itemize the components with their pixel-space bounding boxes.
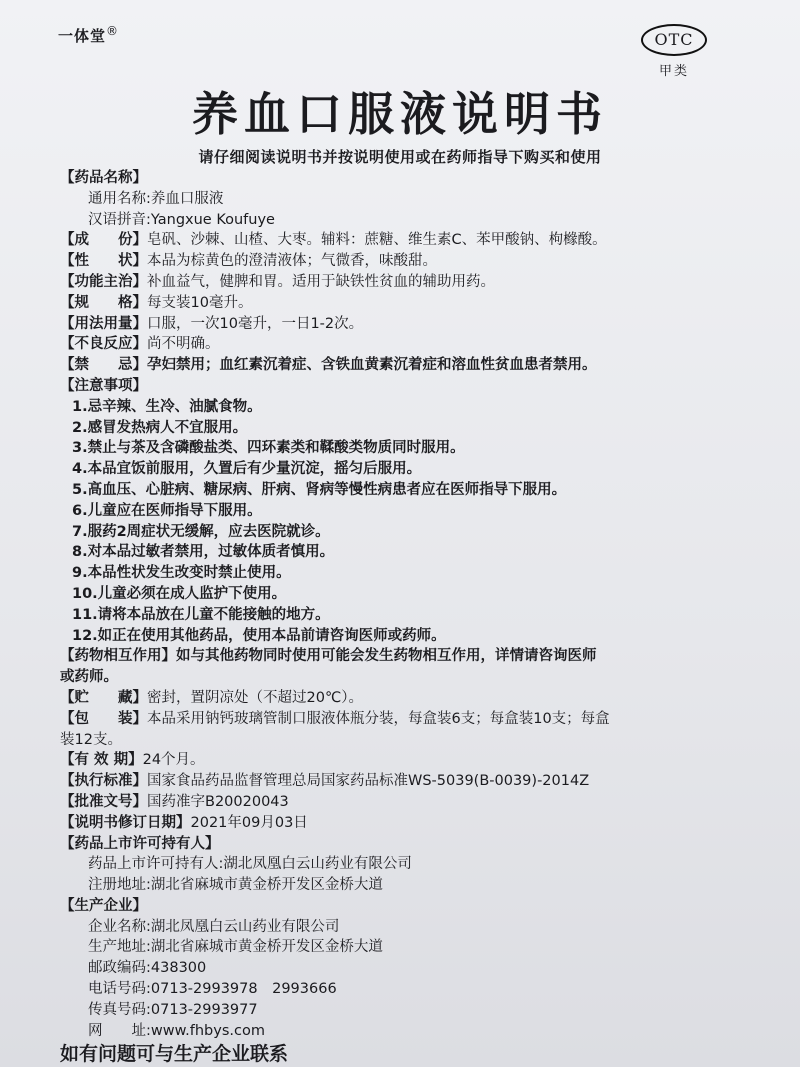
precaution-item: 10.儿童必须在成人监护下使用。 xyxy=(72,585,287,602)
precaution-item: 6.儿童应在医师指导下服用。 xyxy=(72,502,262,519)
mah-address-row: 注册地址:湖北省麻城市黄金桥开发区金桥大道 xyxy=(88,877,383,894)
manufacturer-phone-row: 电话号码:0713-2993978 2993666 xyxy=(88,981,337,998)
mah-holder-row: 药品上市许可持有人:湖北凤凰白云山药业有限公司 xyxy=(88,856,412,873)
section-specification: 【规 格】每支装10毫升。 xyxy=(60,294,253,311)
manufacturer-postcode-row: 邮政编码:438300 xyxy=(88,960,207,977)
interactions-continued: 或药师。 xyxy=(60,669,118,686)
section-package: 【包 装】本品采用钠钙玻璃管制口服液体瓶分装，每盒装6支；每盒装10支；每盒 xyxy=(60,710,610,727)
precaution-item: 12.如正在使用其他药品，使用本品前请咨询医师或药师。 xyxy=(72,627,446,644)
otc-class: 甲类 xyxy=(658,64,689,79)
section-revision-date: 【说明书修订日期】2021年09月03日 xyxy=(60,814,308,831)
section-standard: 【执行标准】国家食品药品监督管理总局国家药品标准WS-5039(B-0039)-2014Z xyxy=(60,773,590,790)
otc-mark: OTC xyxy=(641,24,707,56)
contact-footer: 如有问题可与生产企业联系 xyxy=(60,1043,289,1066)
precaution-item: 11.请将本品放在儿童不能接触的地方。 xyxy=(72,606,330,623)
manufacturer-address-row: 生产地址:湖北省麻城市黄金桥开发区金桥大道 xyxy=(88,939,383,956)
package-continued: 装12支。 xyxy=(60,731,122,748)
section-interactions: 【药物相互作用】如与其他药物同时使用可能会发生药物相互作用，详情请咨询医师 xyxy=(60,648,597,665)
leaflet-content xyxy=(60,168,750,1067)
section-precautions: 【注意事项】 xyxy=(60,377,147,394)
section-manufacturer: 【生产企业】 xyxy=(60,897,147,914)
otc-badge xyxy=(640,24,708,79)
section-appearance: 【性 状】本品为棕黄色的澄清液体；气微香，味酸甜。 xyxy=(60,253,437,270)
section-indications: 【功能主治】补血益气，健脾和胃。适用于缺铁性贫血的辅助用药。 xyxy=(60,273,495,290)
section-dosage: 【用法用量】口服，一次10毫升，一日1-2次。 xyxy=(60,315,364,332)
precaution-item: 4.本品宜饭前服用，久置后有少量沉淀，摇匀后服用。 xyxy=(72,461,422,478)
precaution-item: 7.服药2周症状无缓解，应去医院就诊。 xyxy=(72,523,330,540)
section-drug-name: 【药品名称】 xyxy=(60,170,147,186)
section-storage: 【贮 藏】密封，置阴凉处（不超过20℃）。 xyxy=(60,689,363,706)
section-contraindications: 【禁 忌】孕妇禁用；血红素沉着症、含铁血黄素沉着症和溶血性贫血患者禁用。 xyxy=(60,357,597,374)
section-adverse-reactions: 【不良反应】尚不明确。 xyxy=(60,336,220,353)
precaution-item: 9.本品性状发生改变时禁止使用。 xyxy=(72,565,291,582)
precaution-item: 5.高血压、心脏病、糖尿病、肝病、肾病等慢性病患者应在医师指导下服用。 xyxy=(72,481,567,498)
precaution-item: 3.禁止与茶及含磷酸盐类、四环素类和鞣酸类物质同时服用。 xyxy=(72,440,465,457)
manufacturer-name-row: 企业名称:湖北凤凰白云山药业有限公司 xyxy=(88,918,340,935)
pinyin-row: 汉语拼音:Yangxue Koufuye xyxy=(88,211,275,228)
precaution-item: 1.忌辛辣、生冷、油腻食物。 xyxy=(72,398,262,415)
section-mah: 【药品上市许可持有人】 xyxy=(60,835,220,852)
section-ingredients: 【成 份】皂矾、沙棘、山楂、大枣。辅料：蔗糖、维生素C、苯甲酸钠、枸橼酸。 xyxy=(60,232,607,249)
generic-name-row: 通用名称:养血口服液 xyxy=(88,190,224,207)
manufacturer-fax-row: 传真号码:0713-2993977 xyxy=(88,1001,258,1018)
precaution-item: 8.对本品过敏者禁用，过敏体质者慎用。 xyxy=(72,544,335,561)
brand-logo: 一体堂® xyxy=(58,24,120,45)
document-title: 养血口服液说明书 xyxy=(192,87,608,141)
section-approval-number: 【批准文号】国药准字B20020043 xyxy=(60,793,289,810)
section-shelf-life: 【有 效 期】24个月。 xyxy=(60,752,205,769)
document-subtitle: 请仔细阅读说明书并按说明使用或在药师指导下购买和使用 xyxy=(198,148,602,166)
precaution-item: 2.感冒发热病人不宜服用。 xyxy=(72,419,248,436)
manufacturer-website-row: 网 址:www.fhbys.com xyxy=(88,1022,265,1039)
